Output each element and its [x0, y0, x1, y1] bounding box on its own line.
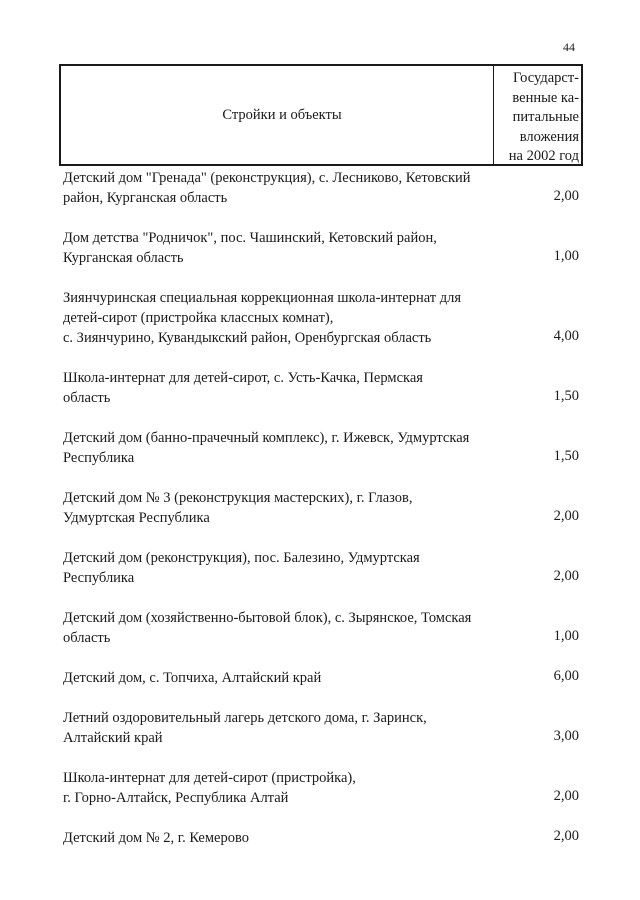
row-value: 1,00 — [553, 248, 579, 264]
row-title-line: район, Курганская область — [63, 190, 228, 206]
table-row — [63, 768, 579, 812]
header-investment-cell — [493, 66, 581, 164]
row-title — [63, 168, 503, 208]
row-value: 2,00 — [553, 788, 579, 804]
row-title-line: Детский дом, с. Топчиха, Алтайский край — [63, 670, 322, 686]
row-value: 2,00 — [553, 508, 579, 524]
row-title-line: Школа-интернат для детей-сирот, с. Усть-Качка, Пермская — [63, 370, 423, 386]
row-title-line: Детский дом № 3 (реконструкция мастерских), г. Глазов, — [63, 490, 413, 506]
table-row — [63, 228, 579, 272]
row-title — [63, 708, 503, 748]
header-investment-line: на 2002 год — [508, 148, 579, 164]
table-row — [63, 828, 579, 852]
header-objects-cell — [61, 66, 493, 164]
row-title-line: Школа-интернат для детей-сирот (пристройка), — [63, 770, 356, 786]
row-title-line: Курганская область — [63, 250, 184, 266]
row-title — [63, 428, 503, 468]
row-value: 2,00 — [553, 828, 579, 844]
table-row — [63, 668, 579, 692]
row-title-line: Дом детства "Родничок", пос. Чашинский, Кетовский район, — [63, 230, 437, 246]
row-title-line: область — [63, 630, 111, 646]
row-title — [63, 608, 503, 648]
row-title — [63, 668, 503, 688]
row-title-line: Республика — [63, 450, 135, 466]
table-row — [63, 548, 579, 592]
row-title-line: Республика — [63, 570, 135, 586]
row-value: 1,50 — [553, 448, 579, 464]
row-title-line: Детский дом "Гренада" (реконструкция), с. Лесниково, Кетовский — [63, 170, 471, 186]
table-row — [63, 168, 579, 212]
row-title-line: г. Горно-Алтайск, Республика Алтай — [63, 790, 289, 806]
page-number: 44 — [563, 40, 575, 54]
row-value: 2,00 — [553, 188, 579, 204]
row-value: 6,00 — [553, 668, 579, 684]
row-title — [63, 368, 503, 408]
row-title-line: Зиянчуринская специальная коррекционная школа-интернат для — [63, 290, 462, 306]
row-title — [63, 288, 503, 348]
row-value: 3,00 — [553, 728, 579, 744]
row-title — [63, 548, 503, 588]
row-value: 1,00 — [553, 628, 579, 644]
header-investment-line: венные ка- — [512, 89, 579, 106]
row-title-line: область — [63, 390, 111, 406]
header-investment-line: Государст- — [513, 70, 579, 86]
row-title-line: Детский дом (банно-прачечный комплекс), г. Ижевск, Удмуртская — [63, 430, 470, 446]
table-row — [63, 488, 579, 532]
table-header — [59, 64, 583, 166]
header-investment-line: вложения — [519, 128, 579, 145]
row-title — [63, 828, 503, 848]
row-value: 2,00 — [553, 568, 579, 584]
row-title-line: детей-сирот (пристройка классных комнат), — [63, 310, 334, 326]
row-title-line: Удмуртская Республика — [63, 510, 210, 526]
row-title-line: с. Зиянчурино, Кувандыкский район, Оренбургская область — [63, 330, 432, 346]
table-row — [63, 708, 579, 752]
row-title-line: Детский дом (хозяйственно-бытовой блок), с. Зырянское, Томская — [63, 610, 472, 626]
row-value: 1,50 — [553, 388, 579, 404]
table-row — [63, 608, 579, 652]
row-title — [63, 768, 503, 808]
row-title-line: Алтайский край — [63, 730, 163, 746]
table-row — [63, 428, 579, 472]
header-investment-line: питальные — [512, 109, 579, 125]
row-value: 4,00 — [553, 328, 579, 344]
row-title-line: Детский дом № 2, г. Кемерово — [63, 830, 249, 846]
row-title-line: Детский дом (реконструкция), пос. Балезино, Удмуртская — [63, 550, 420, 566]
table-row — [63, 288, 579, 352]
row-title — [63, 488, 503, 528]
row-title — [63, 228, 503, 268]
row-title-line: Летний оздоровительный лагерь детского дома, г. Заринск, — [63, 710, 427, 726]
header-objects-label: Стройки и объекты — [222, 106, 342, 123]
table-row — [63, 368, 579, 412]
